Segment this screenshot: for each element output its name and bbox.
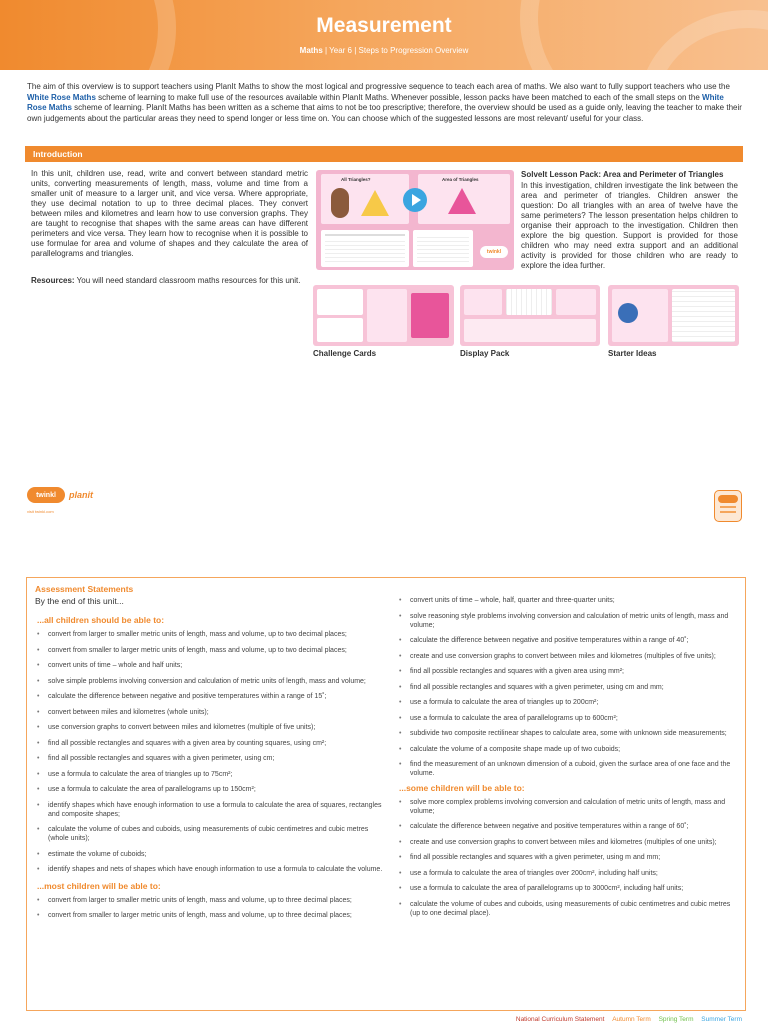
list-item: • solve reasoning style problems involving conversion and calculation of metric units of length, mass and volume;	[395, 612, 737, 630]
some-children-list	[395, 798, 737, 918]
page-title: Measurement	[316, 14, 452, 37]
introduction-bar	[25, 146, 743, 162]
twinkl-icon: twinkl	[480, 246, 508, 258]
list-item: • create and use conversion graphs to convert between miles and kilometres (multiples of five units);	[395, 652, 737, 661]
some-children-heading: ...some children will be able to:	[399, 782, 525, 793]
lesson-pack-description: In this investigation, children investigate the link between the area and perimeter of triangles. Children answer the question: Do all triangles with an area of twelve have the same perimeters? The lesson presentation helps children to organise their approach to the investigation. Children then explore the big question. Support is provided for those children who may need extra support and an additional activity is provided for those children who are ready to explore the idea further.	[521, 181, 738, 270]
challenge-cards-thumbnail[interactable]	[313, 285, 454, 346]
all-children-list	[33, 630, 383, 874]
twinkl-seal-icon	[714, 490, 742, 522]
assessment-title: Assessment Statements	[35, 584, 134, 594]
challenge-cards-label[interactable]: Challenge Cards	[313, 349, 377, 358]
page-subtitle: Maths | Year 6 | Steps to Progression Overview	[299, 46, 469, 55]
list-item: • find all possible rectangles and squares with a given perimeter, using cm and mm;	[395, 683, 737, 692]
list-item: • convert between miles and kilometres (whole units);	[33, 708, 383, 717]
list-item: • use a formula to calculate the area of parallelograms up to 3000cm², including half units;	[395, 884, 737, 893]
list-item: • calculate the difference between negative and positive temperatures within a range of 60˚;	[395, 822, 737, 831]
assessment-box	[26, 577, 746, 1011]
list-item: • solve simple problems involving conversion and calculation of metric units of length, mass and volume;	[33, 677, 383, 686]
list-item: • identify shapes and nets of shapes which have enough information to use a formula to calculate the volume.	[33, 865, 383, 874]
list-item: • calculate the volume of a composite shape made up of two cuboids;	[395, 745, 737, 754]
introduction-text: In this unit, children use, read, write and convert between standard metric units, converting measurements of length, mass, volume and time from a smaller unit of measure to a larger unit, and vice versa. Where appropriate, they use decimal notation to up to three decimal places. They convert between miles and kilometres and learn how to use conversion graphs. They are taught to recognise that shapes with the same areas can have different perimeters and vice versa. They learn how to recognise when it is possible to use formulae for area and volume of shapes and they calculate the area of parallelograms and triangles.	[31, 169, 308, 258]
slide-title: Area of Triangles	[442, 177, 479, 182]
slide-title: All Triangles?	[341, 177, 371, 182]
starter-ideas-label[interactable]: Starter Ideas	[608, 349, 657, 358]
list-item: • convert from smaller to larger metric units of length, mass and volume, up to two decimal places;	[33, 646, 383, 655]
resources-text: Resources: You will need standard classroom maths resources for this unit.	[31, 276, 301, 285]
list-item: • use a formula to calculate the area of parallelograms up to 600cm²;	[395, 714, 737, 723]
list-item: • convert from larger to smaller metric units of length, mass and volume, up to two decimal places;	[33, 630, 383, 639]
assessment-right-column	[395, 596, 737, 924]
legend-autumn-term: Autumn Term	[612, 1016, 651, 1023]
list-item: • create and use conversion graphs to convert between miles and kilometres (multiples of one units);	[395, 838, 737, 847]
list-item: • find all possible rectangles and squares with a given area using mm²;	[395, 667, 737, 676]
page-header	[0, 0, 768, 70]
list-item: • solve more complex problems involving conversion and calculation of metric units of length, mass and volume;	[395, 798, 737, 816]
list-item: • calculate the volume of cubes and cuboids, using measurements of cubic centimetres and cubic metres (whole units);	[33, 825, 383, 843]
list-item: • convert from smaller to larger metric units of length, mass and volume, up to three decimal places;	[33, 911, 383, 920]
display-pack-label[interactable]: Display Pack	[460, 349, 510, 358]
list-item: • use a formula to calculate the area of triangles up to 200cm²;	[395, 698, 737, 707]
list-item: • find all possible rectangles and squares with a given area by counting squares, using cm²;	[33, 739, 383, 748]
display-pack-thumbnail[interactable]	[460, 285, 600, 346]
play-icon[interactable]	[403, 188, 427, 212]
twinkl-planit-logo[interactable]: twinkl planit visit twinkl.com	[27, 487, 65, 503]
legend-summer-term: Summer Term	[701, 1016, 742, 1023]
lesson-pack-title[interactable]: SolveIt Lesson Pack: Area and Perimeter of Triangles	[521, 170, 724, 179]
white-rose-link[interactable]: White Rose Maths	[27, 92, 724, 112]
most-children-list-continued	[395, 596, 737, 778]
term-legend	[510, 1016, 742, 1023]
list-item: • estimate the volume of cuboids;	[33, 850, 383, 859]
list-item: • calculate the difference between negative and positive temperatures within a range of 15˚;	[33, 692, 383, 701]
list-item: • subdivide two composite rectilinear shapes to calculate area, some with unknown side measurements;	[395, 729, 737, 738]
list-item: • identify shapes which have enough information to use a formula to calculate the area of squares, rectangles and composite shapes;	[33, 801, 383, 819]
list-item: • use a formula to calculate the area of triangles over 200cm², including half units;	[395, 869, 737, 878]
list-item: • convert units of time – whole and half units;	[33, 661, 383, 670]
list-item: • find all possible rectangles and squares with a given perimeter, using m and mm;	[395, 853, 737, 862]
introduction-heading: Introduction	[33, 149, 83, 159]
most-children-heading: ...most children will be able to:	[37, 880, 161, 891]
twinkl-url: visit twinkl.com	[27, 509, 54, 514]
assessment-left-column	[33, 615, 383, 927]
list-item: • find all possible rectangles and squares with a given perimeter, using cm;	[33, 754, 383, 763]
list-item: • convert units of time – whole, half, quarter and three-quarter units;	[395, 596, 737, 605]
assessment-intro: By the end of this unit...	[35, 596, 124, 606]
list-item: • calculate the difference between negative and positive temperatures within a range of 40˚;	[395, 636, 737, 645]
all-children-heading: ...all children should be able to:	[37, 615, 165, 625]
starter-ideas-thumbnail[interactable]	[608, 285, 739, 346]
most-children-list	[33, 896, 383, 921]
planit-text: planit	[69, 490, 93, 500]
list-item: • calculate the volume of cubes and cuboids, using measurements of cubic centimetres and cubic metres (up to one decimal place).	[395, 900, 737, 918]
list-item: • use a formula to calculate the area of triangles up to 75cm²;	[33, 770, 383, 779]
list-item: • find the measurement of an unknown dimension of a cuboid, given the surface area of one face and the volume.	[395, 760, 737, 778]
overview-intro: The aim of this overview is to support teachers using PlanIt Maths to show the most logical and progressive sequence to teach each area of maths. We also want to fully support teachers who use the White Rose Maths scheme of learning to make full use of the resources available within PlanIt Maths. Whenever possible, lesson packs have been matched to each of the small steps on the White Rose Maths scheme of learning. PlanIt Maths has been written as a scheme that aims to not be too prescriptive; therefore, the overview should be used as a guide only, leaving the teacher to make their own judgements about the particular areas they need to spend longer or less time on. You can choose which of the suggested lessons are most relevant/ useful for your class.	[27, 82, 742, 123]
legend-national-curriculum: National Curriculum Statement	[515, 1016, 605, 1023]
legend-spring-term: Spring Term	[658, 1016, 694, 1023]
list-item: • convert from larger to smaller metric units of length, mass and volume, up to three decimal places;	[33, 896, 383, 905]
list-item: • use a formula to calculate the area of parallelograms up to 150cm²;	[33, 785, 383, 794]
white-rose-link[interactable]: White Rose Maths	[27, 92, 96, 102]
list-item: • use conversion graphs to convert between miles and kilometres (multiple of five units);	[33, 723, 383, 732]
lesson-pack-thumbnail[interactable]	[316, 170, 514, 270]
